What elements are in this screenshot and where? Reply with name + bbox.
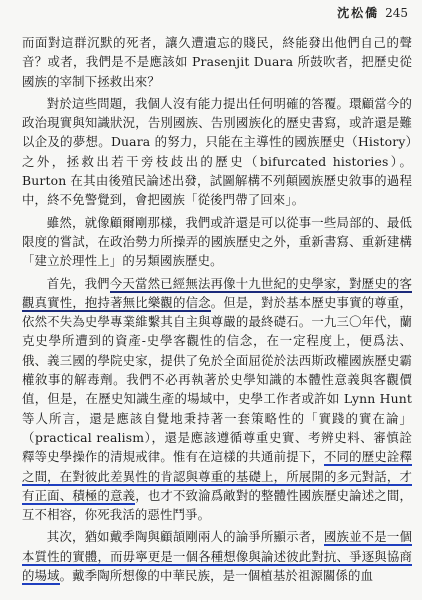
paragraph-4-middle: 。但是，對於基本歷史事實的尊重，依然不失為史學專業維繫其自主與尊嚴的最終礎石。一九三〇年代，蘭克史學所遭到的資產-史學客觀性的信念，在一定程度上，便爲法、俄、義三國的學院史家，提供了免於全面屈從於法西斯政權國族歷史霸權敘事的解毒劑。我們不必再執著於史學知識的本體性意義與客觀價值，但是，在歷史知識生產的場域中，史學工作者或許如 Lynn Hunt 等人所言，還是應該自覺地秉持著一套策略性的「實踐的實在論」（practical realism），還是應該遵循尊重史實、考辨史料、審慎詮釋等史學操作的清規戒律。惟有在這樣的共通前提下， (22, 294, 413, 465)
paragraph-4-lead: 首先，我們 (46, 275, 110, 291)
paragraph-5-lead: 其次，猶如戴季陶與顧頡剛兩人的論爭所顯示者， (46, 529, 324, 545)
body-text (22, 33, 412, 585)
highlight-nation-as-field: 國族並不是一個本質性的實體，而毋寧更是一個各種想像與論述彼此對抗、爭逐與協商的場域 (22, 529, 412, 584)
paragraph-5-tail: 。戴季陶所想像的中華民族，是一個植基於祖源關係的血 (59, 568, 374, 584)
running-header (337, 4, 408, 21)
paragraph-3: 雖然，就像顧爾剛那樣，我們或許還是可以從事一些局部的、最低限度的嘗試，在政治勢力所操弄的國族歷史之外，重新書寫、重新建構「建立於理性上」的另類國族歷史。 (22, 214, 412, 269)
paragraph-4-tail: ，也才不致淪爲敵對的整體性國族歷史論述之間，互不相容，你死我活的惡性鬥爭。 (22, 487, 412, 523)
paragraph-2: 對於這些問題，我個人沒有能力提出任何明確的答覆。環顧當今的政治現實與知識狀況，告別國族、告別國族化的歷史書寫，或許還是難以企及的夢想。Duara 的努力，只能在主導性的國族歷史（History）之外，拯救出若干旁枝歧出的歷史（bifurcated histories）。Burton 在其由後殖民論述出發，試圖解構不列顛國族歷史敘事的過程中，終不免警覺到，會把國族「從後門帶了回來」。 (22, 95, 412, 208)
paragraph-4 (22, 274, 412, 525)
running-header-author: 沈松僑 (337, 6, 380, 20)
paragraph-5 (22, 527, 412, 585)
page-number: 245 (385, 6, 408, 20)
paragraph-1: 而面對這群沉默的死者，讓久遭遺忘的賤民，終能發出他們自己的聲音？或者，我們是不是應該如 Prasenjit Duara 所鼓吹者，把歷史從國族的宰制下拯救出來？ (22, 35, 412, 89)
highlight-historical-objectivity: 今天當然已經無法再像十九世紀的史學家，對歷史的客觀真實性，抱持著無比樂觀的信念 (22, 275, 413, 310)
highlight-pluralistic-dialogue: 不同的歷史詮釋之間，在對彼此差異性的肯認與尊重的基礎上，所展開的多元對話，才有正面、積極的意義 (22, 449, 412, 503)
